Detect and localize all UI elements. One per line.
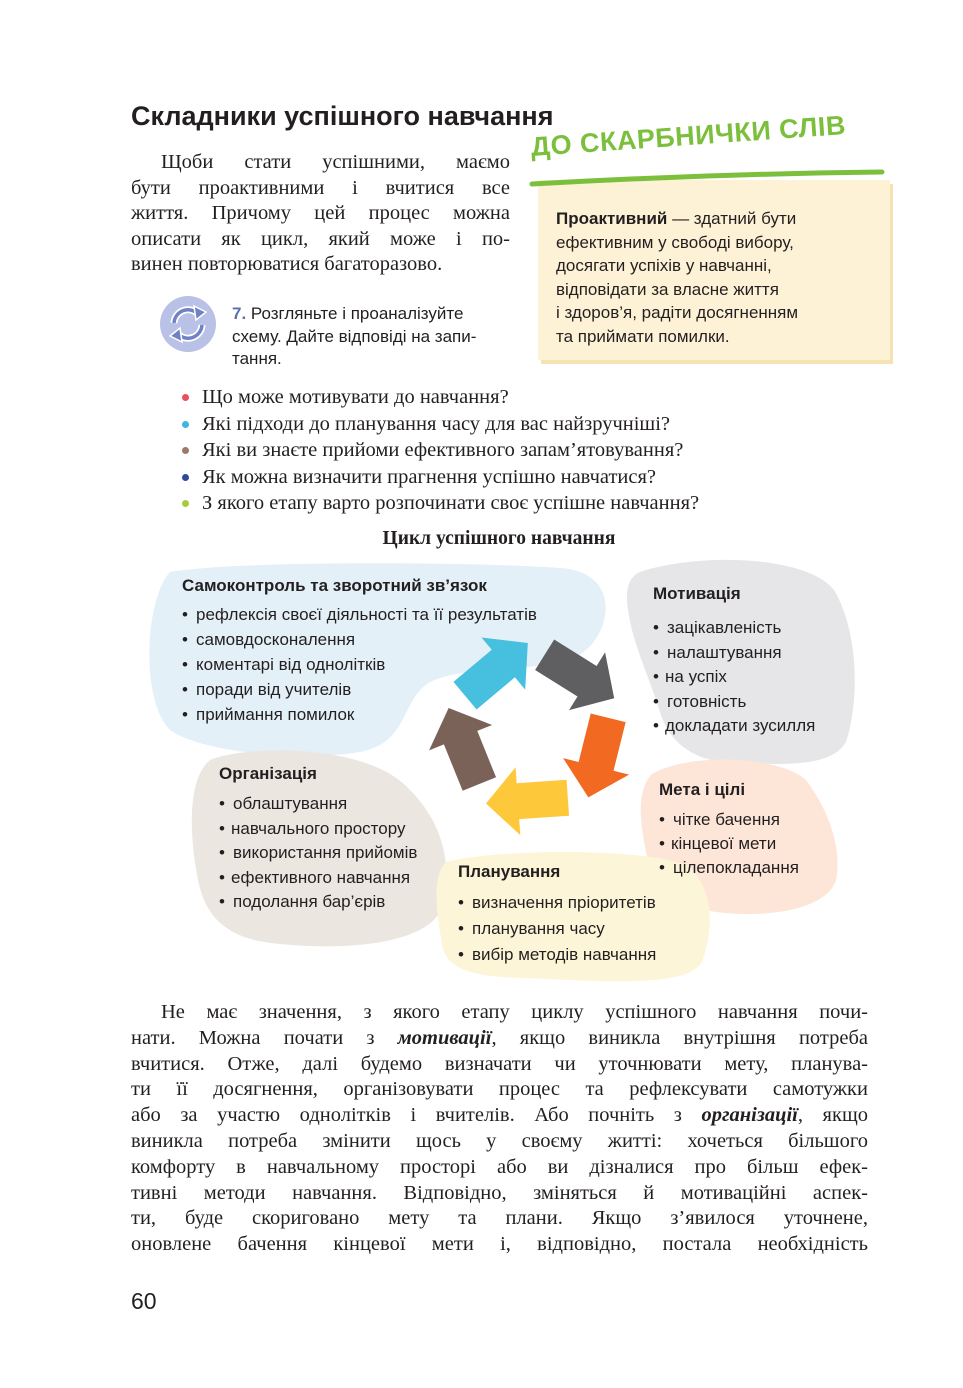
task-line: схему. Дайте відповіді на запи- xyxy=(232,326,477,346)
body-line: комфорту в навчальному просторі або ви дізналися про більш ефек- xyxy=(131,1155,868,1178)
intro-line: Щоби стати успішними, маємо xyxy=(161,151,510,173)
body-line: оновлене бачення кінцевої мети і, відповідно, постала необхідність xyxy=(131,1233,868,1256)
body-line: ти, буде скориговано мету та плани. Якщо з’явилося уточнене, xyxy=(131,1207,868,1230)
motivation-title: Мотивація xyxy=(653,584,741,603)
intro-line: бути проактивними і вчитися все xyxy=(131,176,510,199)
list-item: • налаштування xyxy=(653,641,815,666)
goal-block xyxy=(659,780,799,880)
intro-line: винен повторюватися багаторазово. xyxy=(131,253,443,276)
body-line: Не має значення, з якого етапу циклу успішного навчання почи- xyxy=(161,1001,868,1023)
body-line: нати. Можна почати з мотивації, якщо виникла внутрішня потреба xyxy=(131,1026,868,1049)
body-line: ти її досягнення, організовувати процес та рефлексувати самотужки xyxy=(131,1078,868,1101)
definition-line: і здоров’я, радіти досягненням xyxy=(556,303,799,322)
selfcontrol-title: Самоконтроль та зворотний зв’язок xyxy=(182,576,487,595)
definition-line: ефективним у свободі вибору, xyxy=(556,232,794,252)
list-item: • вибір методів навчання xyxy=(458,942,656,968)
list-item: • кінцевої мети xyxy=(659,832,799,856)
list-item: • чітке бачення xyxy=(659,808,799,832)
list-item: • коментарі від однолітків xyxy=(182,652,537,677)
list-item: • приймання помилок xyxy=(182,702,537,727)
body-line: виникла потреба змінити щось у своєму житті: хочеться більшого xyxy=(131,1129,868,1152)
arrow-yellow xyxy=(484,764,571,838)
diagram-title: Цикл успішного навчання xyxy=(382,528,616,549)
list-item: • використання прийомів xyxy=(219,841,417,866)
list-item: • готовність xyxy=(653,690,815,715)
body-paragraph xyxy=(131,1000,868,1258)
body-line: або за участю однолітків і вчителів. Або почніть з організації, якщо xyxy=(131,1104,868,1127)
definition-line: досягати успіхів у навчанні, xyxy=(556,256,772,275)
goal-title: Мета і цілі xyxy=(659,780,746,799)
list-item: • планування часу xyxy=(458,916,656,942)
list-item: • визначення пріоритетів xyxy=(458,890,656,916)
page-number: 60 xyxy=(131,1288,157,1314)
question-item: Які підходи до планування часу для вас найзручніші? xyxy=(180,411,699,438)
organization-block xyxy=(219,764,417,915)
section-title: Складники успішного навчання xyxy=(131,101,554,131)
selfcontrol-block xyxy=(182,576,537,727)
question-item: Що може мотивувати до навчання? xyxy=(180,384,699,411)
organization-title: Організація xyxy=(219,764,317,783)
list-item: • цілепокладання xyxy=(659,856,799,880)
list-item: • навчального простору xyxy=(219,817,417,842)
motivation-block xyxy=(653,584,815,739)
planning-title: Планування xyxy=(458,862,561,881)
emphasis-motivation: мотивації xyxy=(397,1026,492,1049)
list-item: • докладати зусилля xyxy=(653,714,815,739)
vocabulary-term: Проактивний xyxy=(556,209,668,228)
body-line: тивні методи навчання. Відповідно, зміняться й мотиваційні аспек- xyxy=(131,1181,868,1204)
intro-line: життя. Причому цей процес можна xyxy=(131,202,510,225)
vocabulary-heading: ДО СКАРБНИЧКИ СЛІВ xyxy=(529,110,847,163)
list-item: • облаштування xyxy=(219,792,417,817)
definition-line: та приймати помилки. xyxy=(556,326,730,346)
arrow-orange xyxy=(555,710,641,806)
list-item: • поради від учителів xyxy=(182,677,537,702)
question-item: З якого етапу варто розпочинати своє успішне навчання? xyxy=(180,490,699,517)
list-item: • ефективного навчання xyxy=(219,866,417,891)
body-line: вчитися. Отже, далі будемо визначати чи уточнювати мету, планува- xyxy=(131,1052,868,1075)
planning-block xyxy=(458,862,656,968)
list-item: • подолання бар’єрів xyxy=(219,890,417,915)
question-item: Які ви знаєте прийоми ефективного запам’ятовування? xyxy=(180,437,699,464)
list-item: • на успіх xyxy=(653,665,815,690)
list-item: • зацікавленість xyxy=(653,616,815,641)
task-line: тання. xyxy=(232,349,282,368)
intro-line: описати як цикл, який може і по- xyxy=(131,227,510,250)
list-item: • самовдосконалення xyxy=(182,627,537,652)
emphasis-organization: організації xyxy=(701,1104,798,1127)
task-line: Розгляньте і проаналізуйте xyxy=(246,304,464,323)
question-item: Як можна визначити прагнення успішно навчатися? xyxy=(180,464,699,491)
task-number: 7. xyxy=(232,304,247,323)
list-item: • рефлексія своєї діяльності та її результатів xyxy=(182,602,537,627)
definition-line: відповідати за власне життя xyxy=(556,279,779,299)
definition-line: — здатний бути xyxy=(667,209,797,228)
